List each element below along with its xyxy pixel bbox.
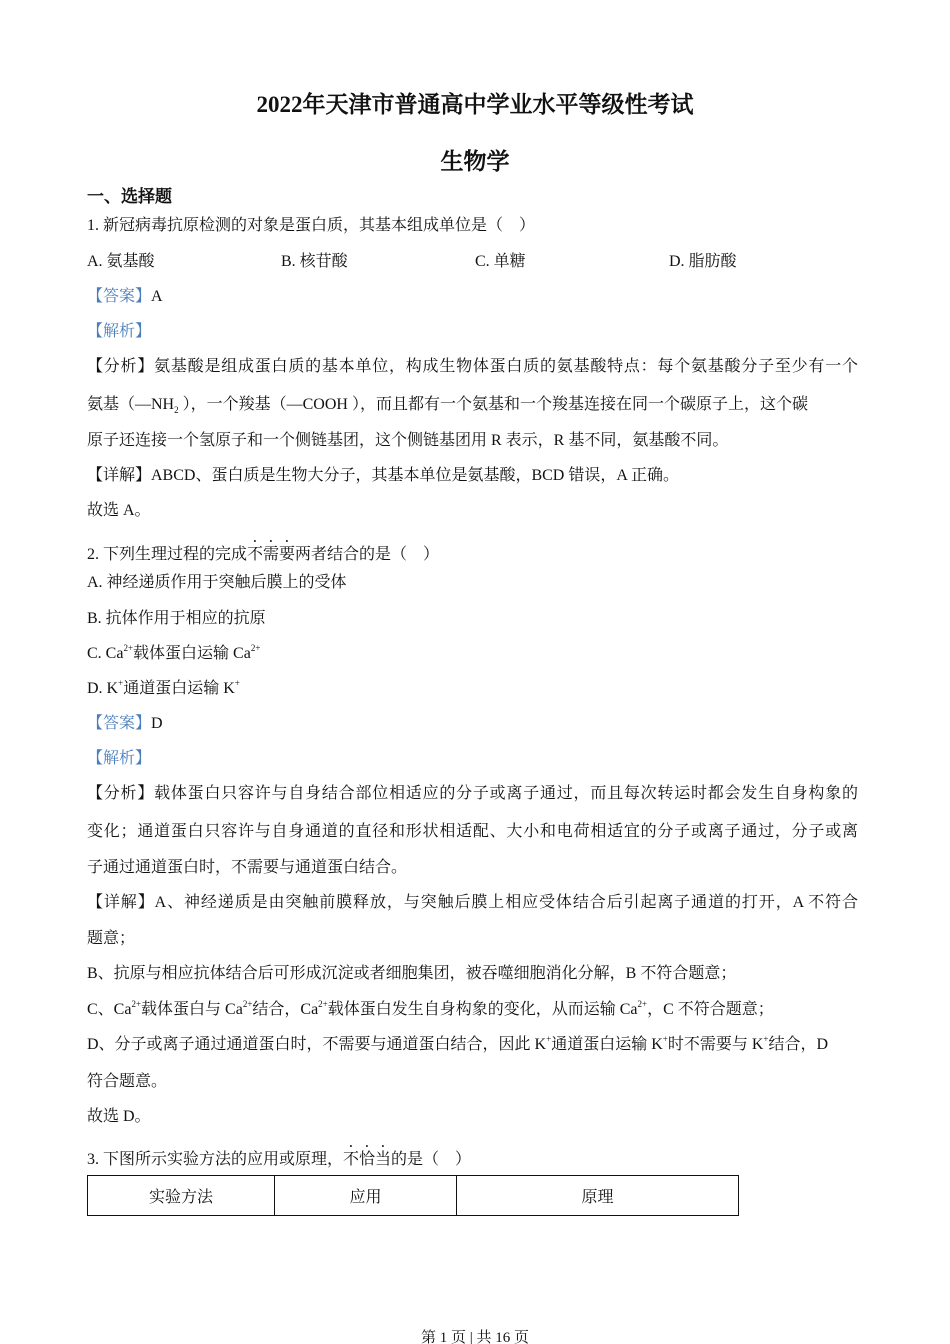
q2-option-a: A. 神经递质作用于突触后膜上的受体 (87, 574, 347, 591)
text: C、Ca (87, 1001, 132, 1018)
q2-conclusion: 故选 D。 (87, 1108, 151, 1125)
q2-analysis-tag: 【解析】 (87, 750, 152, 767)
text: ），一个羧基（—COOH ），而且都有一个氨基和一个羧基连接在同一个碳原子上，这个碳 (178, 396, 808, 413)
q2-option-c (87, 644, 260, 664)
page-footer: 第 1 页 | 共 16 页 (420, 1330, 529, 1344)
text: D、分子或离子通过通道蛋白时，不需要与通道蛋白结合，因此 K (87, 1036, 547, 1053)
table-header: 实验方法 (88, 1176, 275, 1216)
q1-fenxi-line2 (87, 395, 858, 420)
superscript: 2+ (318, 999, 328, 1009)
emphasis-text: 不需要 (247, 546, 296, 563)
q2-stem (87, 537, 439, 565)
superscript: 2+ (131, 999, 142, 1009)
text: D. K (87, 680, 119, 697)
q2-fenxi-line1: 【分析】载体蛋白只容许与自身结合部位相适应的分子或离子通过，而且每次转运时都会发生自身构象的 (87, 785, 858, 802)
subject-title: 生物学 (440, 149, 510, 174)
q1-option-c: C. 单糖 (475, 253, 526, 270)
text: 载体蛋白与 Ca (141, 1001, 243, 1018)
text: 的是（ ） (391, 1151, 472, 1168)
superscript: 2+ (250, 643, 261, 653)
q1-xiangjie: 【详解】ABCD、蛋白质是生物大分子，其基本单位是氨基酸，BCD 错误，A 正确。 (87, 467, 680, 484)
section-heading: 一、选择题 (87, 187, 172, 206)
q2-option-b: B. 抗体作用于相应的抗原 (87, 610, 266, 627)
text: 结合，D (768, 1036, 829, 1053)
q1-stem: 1. 新冠病毒抗原检测的对象是蛋白质，其基本组成单位是（ ） (87, 217, 536, 234)
emphasis-text: 不恰当 (343, 1151, 392, 1168)
text: 载体蛋白发生自身构象的变化，从而运输 Ca (327, 1001, 638, 1018)
answer-value: A (151, 288, 163, 305)
text: 时不需要与 K (667, 1036, 764, 1053)
q1-answer (87, 287, 163, 307)
text: 两者结合的是（ ） (295, 546, 440, 563)
q1-analysis-tag: 【解析】 (87, 323, 152, 340)
superscript: 2+ (242, 999, 253, 1009)
q3-stem (87, 1142, 471, 1170)
table-header: 原理 (457, 1176, 739, 1216)
q2-xiangjie-line1: 【详解】A、神经递质是由突触前膜释放，与突触后膜上相应受体结合后引起离子通道的打开，A 不符合 (87, 894, 858, 911)
table-header-row (88, 1176, 739, 1216)
q2-option-d (87, 679, 240, 699)
q2-fenxi-line3: 子通过通道蛋白时，不需要与通道蛋白结合。 (87, 859, 408, 876)
q2-xiangjie-d-line2: 符合题意。 (87, 1073, 168, 1090)
q1-option-a: A. 氨基酸 (87, 253, 155, 270)
q2-xiangjie-line2: 题意； (87, 930, 136, 947)
q2-xiangjie-c (87, 1000, 774, 1020)
superscript: + (234, 678, 240, 688)
text: 3. 下图所示实验方法的应用或原理， (87, 1151, 344, 1168)
text: 载体蛋白运输 Ca (133, 645, 251, 662)
subscript: 2 (174, 405, 179, 416)
text: C. Ca (87, 645, 124, 662)
answer-value: D (151, 715, 163, 732)
q1-option-d: D. 脂肪酸 (669, 253, 737, 270)
superscript: + (118, 678, 124, 688)
superscript: 2+ (123, 643, 134, 653)
q2-xiangjie-b: B、抗原与相应抗体结合后可形成沉淀或者细胞集团，被吞噬细胞消化分解，B 不符合题意； (87, 965, 737, 982)
document-title: 2022年天津市普通高中学业水平等级性考试 (256, 92, 694, 117)
text: 2. 下列生理过程的完成 (87, 546, 248, 563)
superscript: 2+ (637, 999, 648, 1009)
text: ，C 不符合题意； (647, 1001, 774, 1018)
q1-option-b: B. 核苷酸 (281, 253, 348, 270)
text: 通道蛋白运输 K (123, 680, 235, 697)
text: 氨基（—NH (87, 396, 175, 413)
q2-xiangjie-d-line1 (87, 1035, 828, 1055)
text: 结合，Ca (252, 1001, 319, 1018)
q1-fenxi-line1: 【分析】氨基酸是组成蛋白质的基本单位，构成生物体蛋白质的氨基酸特点：每个氨基酸分子至少有一个 (87, 358, 858, 375)
q3-table (87, 1175, 739, 1216)
q2-fenxi-line2: 变化；通道蛋白只容许与自身通道的直径和形状相适配、大小和电荷相适宜的分子或离子通过，分子或离 (87, 823, 858, 840)
q1-fenxi-line3: 原子还连接一个氢原子和一个侧链基团，这个侧链基团用 R 表示，R 基不同，氨基酸不同。 (87, 432, 729, 449)
text: 通道蛋白运输 K (551, 1036, 663, 1053)
table-header: 应用 (275, 1176, 457, 1216)
answer-tag: 【答案】 (87, 715, 152, 732)
superscript: + (662, 1034, 668, 1044)
q1-conclusion: 故选 A。 (87, 502, 151, 519)
superscript: + (546, 1034, 552, 1044)
q2-answer (87, 714, 163, 734)
superscript: + (763, 1034, 769, 1044)
answer-tag: 【答案】 (87, 288, 152, 305)
